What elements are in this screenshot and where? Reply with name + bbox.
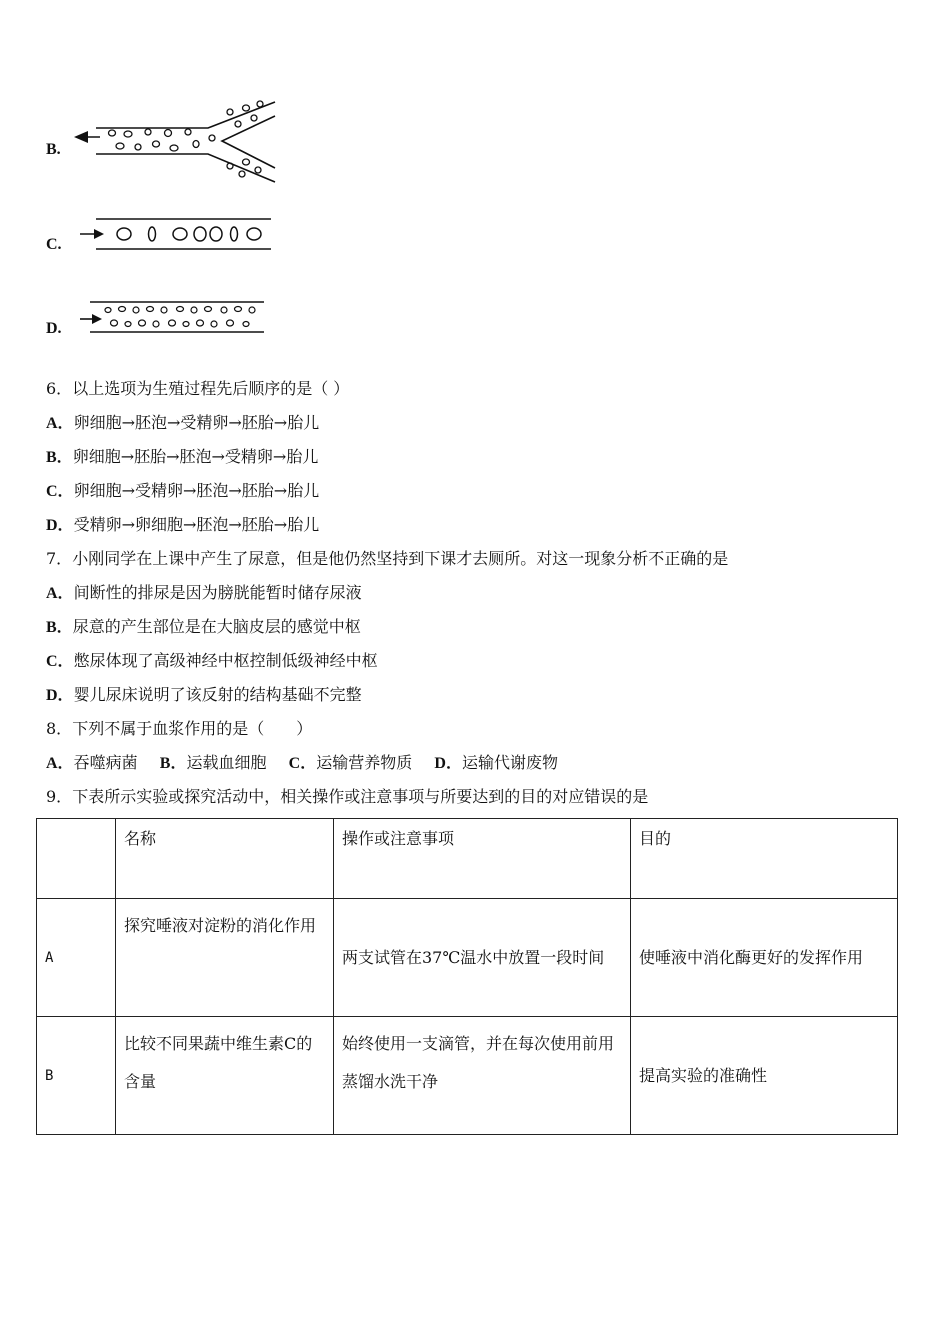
option-text: 运输营养物质 [316, 753, 413, 772]
option-letter: D． [46, 687, 74, 704]
option-letter: B． [46, 619, 73, 636]
vessel-capillary-figure [76, 214, 276, 254]
option-letter: B． [159, 755, 187, 772]
question-8-option-b[interactable] [160, 753, 267, 772]
row-name: 比较不同果蔬中维生素C的含量 [116, 1017, 334, 1135]
question-6-option-a[interactable] [46, 412, 319, 435]
option-letter: B． [46, 449, 73, 466]
question-7-stem [46, 548, 728, 570]
option-letter: D． [434, 755, 462, 772]
experiment-table [36, 818, 898, 1135]
option-text: 运载血细胞 [186, 753, 267, 772]
question-8-options-row [46, 752, 558, 775]
option-letter: C． [288, 755, 317, 772]
row-operation: 两支试管在37℃温水中放置一段时间 [334, 899, 631, 1017]
header-cell-name: 名称 [116, 819, 334, 899]
question-6-option-b[interactable] [46, 446, 318, 469]
option-text: 卵细胞→受精卵→胚泡→胚胎→胎儿 [73, 481, 320, 500]
option-letter: A． [46, 415, 74, 432]
vessel-wide-figure [76, 296, 276, 336]
row-name: 探究唾液对淀粉的消化作用 [116, 899, 334, 1017]
option-b-label: B. [46, 141, 61, 158]
row-operation: 始终使用一支滴管，并在每次使用前用蒸馏水洗干净 [334, 1017, 631, 1135]
question-6-stem [46, 378, 349, 400]
row-purpose: 使唾液中消化酶更好的发挥作用 [631, 899, 898, 1017]
question-7-option-c[interactable] [46, 650, 378, 673]
question-9-stem [46, 786, 648, 808]
option-text: 受精卵→卵细胞→胚泡→胚胎→胎儿 [73, 515, 320, 534]
question-text: 下表所示实验或探究活动中，相关操作或注意事项与所要达到的目的对应错误的是 [72, 787, 649, 806]
question-number: 9． [46, 787, 73, 806]
question-7-option-d[interactable] [46, 684, 362, 707]
table-row [37, 1017, 898, 1135]
question-text: 以上选项为生殖过程先后顺序的是（ ） [72, 379, 350, 398]
question-7-option-a[interactable] [46, 582, 362, 605]
option-text: 婴儿尿床说明了该反射的结构基础不完整 [73, 685, 362, 704]
question-8-option-a[interactable] [46, 753, 138, 772]
table-row [37, 899, 898, 1017]
option-text: 卵细胞→胚胎→胚泡→受精卵→胎儿 [72, 447, 319, 466]
table-header-row [37, 819, 898, 899]
option-text: 憋尿体现了高级神经中枢控制低级神经中枢 [73, 651, 378, 670]
option-d-label: D. [46, 320, 62, 337]
header-cell-purpose: 目的 [631, 819, 898, 899]
row-label: A [37, 899, 116, 1017]
option-letter: C． [46, 653, 74, 670]
row-purpose: 提高实验的准确性 [631, 1017, 898, 1135]
question-8-stem [46, 718, 312, 740]
question-text: 小刚同学在上课中产生了尿意，但是他仍然坚持到下课才去厕所。对这一现象分析不正确的是 [72, 549, 729, 568]
vessel-branching-figure [70, 96, 280, 186]
option-text: 卵细胞→胚泡→受精卵→胚胎→胎儿 [73, 413, 320, 432]
option-letter: A． [46, 755, 74, 772]
header-cell-operation: 操作或注意事项 [334, 819, 631, 899]
question-text: 下列不属于血浆作用的是（ ） [72, 719, 313, 738]
question-6-option-d[interactable] [46, 514, 319, 537]
option-text: 运输代谢废物 [461, 753, 558, 772]
question-7-option-b[interactable] [46, 616, 361, 639]
question-8-option-c[interactable] [289, 753, 413, 772]
option-text: 尿意的产生部位是在大脑皮层的感觉中枢 [72, 617, 361, 636]
option-text: 吞噬病菌 [73, 753, 138, 772]
question-number: 6． [46, 379, 73, 398]
question-6-option-c[interactable] [46, 480, 319, 503]
row-label: B [37, 1017, 116, 1135]
option-letter: D． [46, 517, 74, 534]
option-text: 间断性的排尿是因为膀胱能暂时储存尿液 [73, 583, 362, 602]
question-8-option-d[interactable] [434, 753, 558, 772]
question-number: 7． [46, 549, 73, 568]
question-number: 8． [46, 719, 73, 738]
option-c-label: C. [46, 236, 62, 253]
header-cell-blank [37, 819, 116, 899]
option-letter: C． [46, 483, 74, 500]
option-letter: A． [46, 585, 74, 602]
